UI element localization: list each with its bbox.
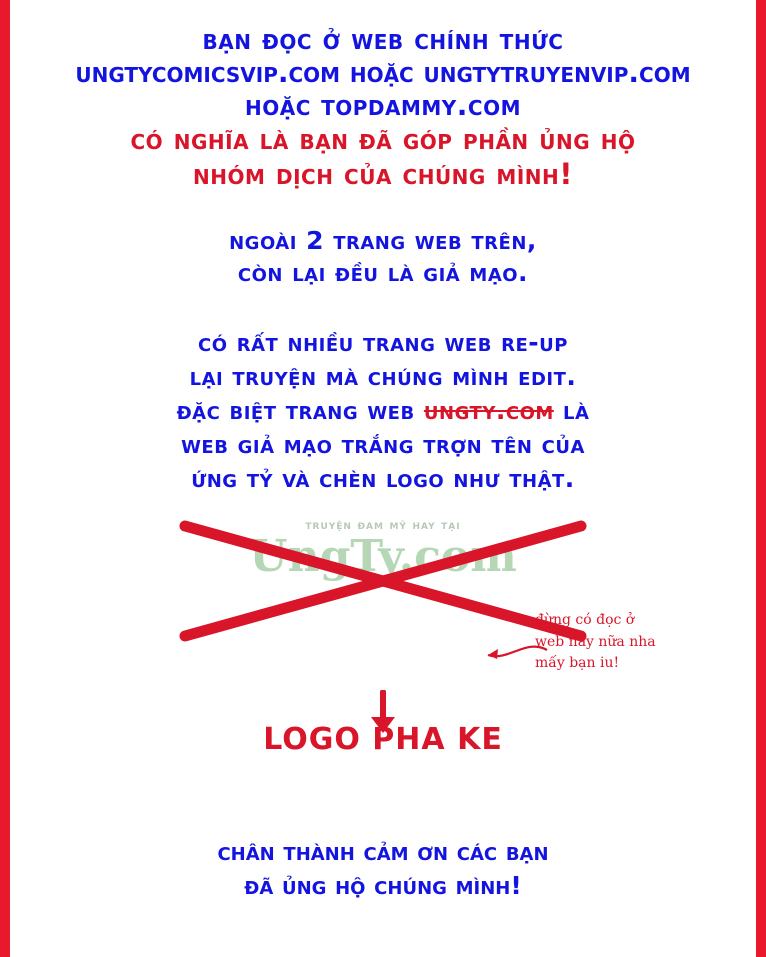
warning-block [10,326,756,496]
notice-line-2: còn lại đều là giả mạo. [237,258,529,288]
fake-logo-label: LOGO PHA KE [263,722,503,757]
warning-line-4: web giả mạo trắng trợn tên của [181,429,585,459]
headline-line-2: ungtycomicsvip.com hoặc ungtytruyenvip.com [75,56,691,90]
right-red-border [756,0,766,957]
warning-line-1: có rất nhiều trang web re-up [198,327,568,357]
warning-line-3-prefix: đặc biệt trang web [176,395,424,425]
page-content [10,0,756,957]
fake-logo-main-text: UngTy.com [249,530,517,582]
thanks-block [0,835,766,902]
headline-line-5: nhóm dịch của chúng mình! [193,156,573,191]
left-red-border [0,0,10,957]
side-note-line-1: đừng có đọc ở [535,612,635,628]
headline-line-4: có nghĩa là bạn đã góp phần ủng hộ [130,122,636,157]
thanks-line-1: chân thành cảm ơn các bạn [217,837,549,866]
fake-logo-top-text: truyện đam mỹ hay tại [305,517,461,533]
fake-domain-struck: ungty.com [423,395,554,425]
red-cross-out-icon [173,516,593,646]
notice-block [10,225,756,290]
headline-line-1: bạn đọc ở web chính thức [202,22,564,56]
warning-line-5: ứng tỷ và chèn logo như thật. [191,463,575,493]
warning-line-3-suffix: là [553,395,590,425]
headline-line-3: hoặc topdammy.com [244,89,522,123]
notice-line-1: ngoài 2 trang web trên, [229,225,537,255]
warning-line-2: lại truyện mà chúng mình edit. [189,361,577,391]
side-note-line-3: mấy bạn iu! [535,655,620,672]
warning-line-3 [10,394,756,428]
side-note [535,610,656,675]
side-note-line-2: web này nữa nha [535,633,656,650]
headline-block [10,22,756,191]
thanks-line-2: đã ủng hộ chúng mình! [244,870,522,900]
